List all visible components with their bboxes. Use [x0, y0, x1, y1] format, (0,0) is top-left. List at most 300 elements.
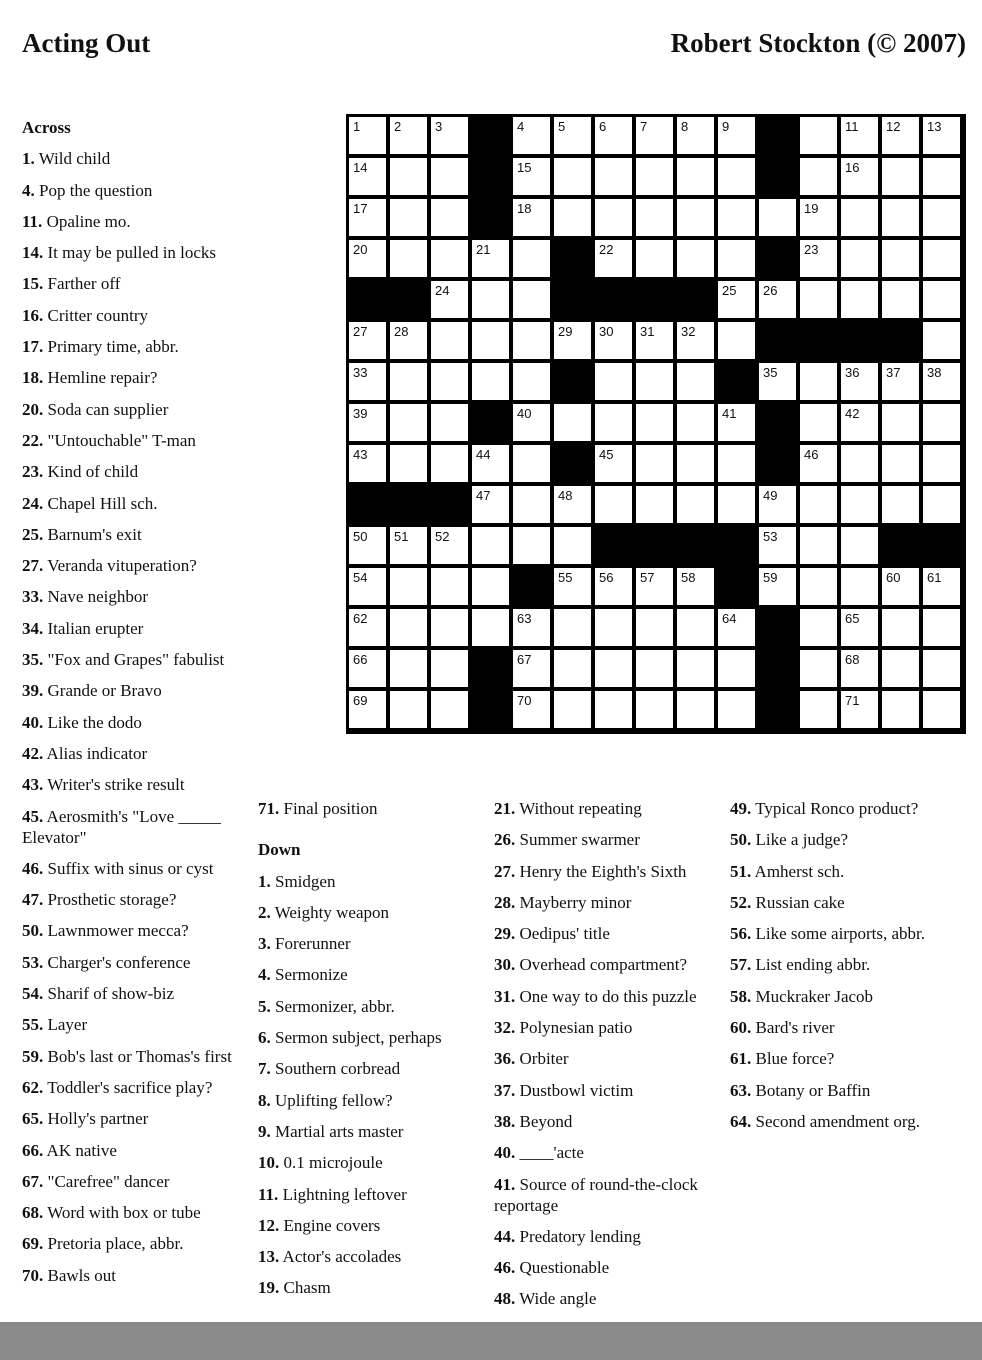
grid-cell[interactable]	[349, 445, 386, 482]
grid-cell[interactable]	[800, 445, 837, 482]
clue-text: Grande or Bravo	[43, 681, 162, 701]
grid-cell[interactable]	[595, 117, 632, 154]
clue-number: 68.	[22, 1203, 44, 1223]
grid-cell[interactable]	[882, 363, 919, 400]
clue-number: 56.	[730, 924, 752, 944]
across-clue	[22, 889, 242, 910]
grid-cell[interactable]	[349, 117, 386, 154]
grid-cell[interactable]	[677, 609, 714, 646]
clue-text: Primary time, abbr.	[43, 337, 179, 357]
clue-text: List ending abbr.	[751, 955, 871, 975]
grid-cell[interactable]	[349, 158, 386, 195]
grid-cell[interactable]	[390, 240, 427, 277]
grid-cell[interactable]	[882, 568, 919, 605]
grid-cell[interactable]	[513, 445, 550, 482]
grid-cell[interactable]	[636, 609, 673, 646]
clue-number: 59.	[22, 1046, 44, 1066]
grid-cell[interactable]	[431, 281, 468, 318]
grid-cell[interactable]	[513, 363, 550, 400]
clue-text: Writer's strike result	[43, 775, 185, 795]
grid-cell[interactable]	[636, 117, 673, 154]
grid-cell[interactable]	[595, 691, 632, 728]
grid-cell[interactable]	[390, 527, 427, 564]
grid-cell[interactable]	[595, 486, 632, 523]
black-square	[677, 281, 714, 318]
grid-cell[interactable]	[513, 240, 550, 277]
clue-text: Final position	[279, 799, 378, 818]
grid-cell[interactable]	[923, 240, 960, 277]
grid-cell[interactable]	[390, 363, 427, 400]
grid-cell[interactable]	[554, 527, 591, 564]
grid-cell[interactable]	[636, 445, 673, 482]
across-clue	[22, 211, 242, 232]
grid-cell[interactable]	[800, 158, 837, 195]
cell-number: 22	[599, 242, 614, 257]
across-clue	[22, 1014, 242, 1035]
grid-cell[interactable]	[554, 486, 591, 523]
grid-cell[interactable]	[431, 650, 468, 687]
grid-cell[interactable]	[759, 486, 796, 523]
black-square	[759, 650, 796, 687]
down-clue	[494, 798, 714, 819]
grid-cell[interactable]	[841, 691, 878, 728]
clue-number: 1.	[258, 871, 271, 891]
clue-number: 58.	[730, 986, 752, 1006]
clue-text: Mayberry minor	[515, 892, 632, 912]
cell-number: 16	[845, 160, 860, 175]
clue-number: 1.	[22, 149, 35, 169]
grid-cell[interactable]	[472, 445, 509, 482]
grid-cell[interactable]	[349, 240, 386, 277]
cell-number: 64	[722, 611, 737, 626]
clue-number: 67.	[22, 1171, 44, 1191]
grid-cell[interactable]	[554, 609, 591, 646]
grid-cell[interactable]	[718, 691, 755, 728]
grid-cell[interactable]	[595, 609, 632, 646]
grid-cell[interactable]	[923, 363, 960, 400]
grid-cell[interactable]	[431, 199, 468, 236]
cell-number: 24	[435, 283, 450, 298]
grid-cell[interactable]	[841, 240, 878, 277]
cell-number: 29	[558, 324, 573, 339]
grid-cell[interactable]	[841, 117, 878, 154]
grid-cell[interactable]	[349, 609, 386, 646]
clue-number: 62.	[22, 1077, 44, 1097]
grid-cell[interactable]	[595, 240, 632, 277]
grid-cell[interactable]	[718, 322, 755, 359]
grid-cell[interactable]	[841, 445, 878, 482]
grid-cell[interactable]	[718, 650, 755, 687]
grid-cell[interactable]	[636, 322, 673, 359]
grid-cell[interactable]	[595, 445, 632, 482]
grid-cell[interactable]	[800, 281, 837, 318]
grid-cell[interactable]	[595, 199, 632, 236]
grid-cell[interactable]	[349, 527, 386, 564]
grid-cell[interactable]	[513, 158, 550, 195]
grid-cell[interactable]	[677, 445, 714, 482]
grid-cell[interactable]	[390, 568, 427, 605]
grid-cell[interactable]	[431, 568, 468, 605]
grid-cell[interactable]	[677, 117, 714, 154]
clue-number: 70.	[22, 1265, 44, 1285]
grid-cell[interactable]	[595, 322, 632, 359]
clue-text: Charger's conference	[43, 952, 191, 972]
grid-cell[interactable]	[841, 158, 878, 195]
down-clue	[494, 892, 714, 913]
black-square	[759, 445, 796, 482]
grid-cell[interactable]	[882, 199, 919, 236]
grid-cell[interactable]	[595, 568, 632, 605]
grid-cell[interactable]	[431, 117, 468, 154]
grid-cell[interactable]	[513, 650, 550, 687]
clue-text: "Untouchable" T-man	[43, 430, 196, 450]
grid-cell[interactable]	[923, 117, 960, 154]
grid-cell[interactable]	[718, 240, 755, 277]
cell-number: 45	[599, 447, 614, 462]
down-clue	[730, 1017, 960, 1038]
across-clue	[22, 1202, 242, 1223]
grid-cell[interactable]	[431, 322, 468, 359]
clue-number: 71.	[258, 799, 280, 818]
clue-text: Lawnmower mecca?	[43, 921, 189, 941]
down-clue	[730, 829, 960, 850]
grid-cell[interactable]	[554, 158, 591, 195]
clue-text: Critter country	[43, 305, 149, 325]
grid-cell[interactable]	[554, 691, 591, 728]
grid-cell[interactable]	[923, 445, 960, 482]
grid-cell[interactable]	[800, 117, 837, 154]
clue-number: 46.	[22, 858, 44, 878]
grid-cell[interactable]	[677, 486, 714, 523]
clue-text: Questionable	[515, 1258, 610, 1278]
grid-cell[interactable]	[349, 404, 386, 441]
grid-cell[interactable]	[554, 404, 591, 441]
grid-cell[interactable]	[431, 527, 468, 564]
grid-cell[interactable]	[800, 486, 837, 523]
black-square	[390, 281, 427, 318]
grid-cell[interactable]	[923, 322, 960, 359]
grid-cell[interactable]	[800, 691, 837, 728]
grid-cell[interactable]	[472, 568, 509, 605]
clue-text: Summer swarmer	[515, 830, 640, 850]
cell-number: 2	[394, 119, 402, 134]
grid-cell[interactable]	[759, 527, 796, 564]
grid-cell[interactable]	[800, 609, 837, 646]
cell-number: 23	[804, 242, 819, 257]
grid-cell[interactable]	[636, 486, 673, 523]
grid-cell[interactable]	[349, 322, 386, 359]
cell-number: 19	[804, 201, 819, 216]
down-clue	[258, 1277, 478, 1298]
black-square	[472, 404, 509, 441]
grid-cell[interactable]	[677, 199, 714, 236]
grid-cell[interactable]	[513, 404, 550, 441]
grid-cell[interactable]	[472, 609, 509, 646]
grid-cell[interactable]	[841, 404, 878, 441]
grid-cell[interactable]	[677, 568, 714, 605]
down-clue	[730, 1080, 960, 1101]
grid-cell[interactable]	[923, 404, 960, 441]
across-clue	[22, 336, 242, 357]
grid-cell[interactable]	[349, 568, 386, 605]
grid-cell[interactable]	[636, 650, 673, 687]
grid-cell[interactable]	[636, 363, 673, 400]
clue-text: Orbiter	[515, 1049, 569, 1069]
clue-text: It may be pulled in locks	[43, 243, 217, 263]
across-clue	[22, 148, 242, 169]
grid-cell[interactable]	[800, 404, 837, 441]
clue-text: ____'acte	[515, 1143, 584, 1163]
down-clue	[258, 1090, 478, 1111]
grid-cell[interactable]	[349, 650, 386, 687]
clue-number: 39.	[22, 681, 44, 701]
clue-number: 63.	[730, 1080, 752, 1100]
grid-cell[interactable]	[472, 240, 509, 277]
grid-cell[interactable]	[800, 363, 837, 400]
down-clue	[730, 861, 960, 882]
clue-text: Like some airports, abbr.	[751, 924, 925, 944]
grid-cell[interactable]	[554, 650, 591, 687]
clue-text: Sharif of show-biz	[43, 984, 175, 1004]
cell-number: 15	[517, 160, 532, 175]
grid-cell[interactable]	[759, 199, 796, 236]
grid-cell[interactable]	[431, 363, 468, 400]
grid-cell[interactable]	[595, 158, 632, 195]
grid-cell[interactable]	[513, 322, 550, 359]
clue-text: Like the dodo	[43, 712, 142, 732]
cell-number: 38	[927, 365, 942, 380]
cell-number: 7	[640, 119, 648, 134]
across-heading: Across	[22, 118, 71, 137]
down-clue	[494, 923, 714, 944]
grid-cell[interactable]	[513, 527, 550, 564]
grid-cell[interactable]	[718, 281, 755, 318]
grid-cell[interactable]	[472, 527, 509, 564]
across-clue	[22, 242, 242, 263]
grid-cell[interactable]	[677, 650, 714, 687]
grid-cell[interactable]	[513, 281, 550, 318]
grid-cell[interactable]	[431, 240, 468, 277]
clue-text: Polynesian patio	[515, 1018, 633, 1038]
clue-text: AK native	[43, 1140, 117, 1160]
grid-cell[interactable]	[595, 363, 632, 400]
clue-number: 24.	[22, 493, 44, 513]
grid-cell[interactable]	[841, 199, 878, 236]
grid-cell[interactable]	[923, 609, 960, 646]
grid-cell[interactable]	[923, 281, 960, 318]
grid-cell[interactable]	[677, 322, 714, 359]
grid-cell[interactable]	[595, 404, 632, 441]
clue-text: Source of round-the-clock reportage	[494, 1174, 698, 1215]
cell-number: 11	[845, 119, 859, 134]
grid-cell[interactable]	[554, 199, 591, 236]
grid-cell[interactable]	[882, 609, 919, 646]
cell-number: 43	[353, 447, 368, 462]
grid-cell[interactable]	[390, 609, 427, 646]
clue-text: Uplifting fellow?	[270, 1090, 393, 1110]
grid-cell[interactable]	[718, 117, 755, 154]
clue-number: 45.	[22, 806, 44, 826]
grid-cell[interactable]	[636, 568, 673, 605]
grid-cell[interactable]	[923, 199, 960, 236]
black-square	[759, 240, 796, 277]
grid-cell[interactable]	[390, 445, 427, 482]
grid-cell[interactable]	[390, 117, 427, 154]
black-square	[513, 568, 550, 605]
clue-text: Word with box or tube	[43, 1203, 201, 1223]
clue-number: 21.	[494, 799, 516, 818]
grid-cell[interactable]	[349, 691, 386, 728]
grid-cell[interactable]	[472, 486, 509, 523]
cell-number: 17	[353, 201, 368, 216]
cell-number: 57	[640, 570, 655, 585]
grid-cell[interactable]	[513, 486, 550, 523]
grid-cell[interactable]	[841, 568, 878, 605]
clue-number: 51.	[730, 861, 752, 881]
grid-cell[interactable]	[923, 486, 960, 523]
grid-cell[interactable]	[882, 404, 919, 441]
grid-cell[interactable]	[800, 527, 837, 564]
down-clue	[258, 1058, 478, 1079]
clue-column-2	[258, 798, 478, 1309]
grid-cell[interactable]	[636, 691, 673, 728]
grid-cell[interactable]	[431, 609, 468, 646]
grid-cell[interactable]	[677, 158, 714, 195]
across-clue	[22, 586, 242, 607]
clue-text: Sermonize	[270, 965, 348, 985]
grid-cell[interactable]	[636, 240, 673, 277]
grid-cell[interactable]	[554, 322, 591, 359]
grid-cell[interactable]	[882, 486, 919, 523]
grid-cell[interactable]	[472, 281, 509, 318]
grid-cell[interactable]	[636, 404, 673, 441]
grid-cell[interactable]	[390, 650, 427, 687]
cell-number: 48	[558, 488, 573, 503]
clue-number: 29.	[494, 924, 516, 944]
grid-cell[interactable]	[718, 486, 755, 523]
grid-cell[interactable]	[431, 445, 468, 482]
grid-cell[interactable]	[882, 281, 919, 318]
black-square	[718, 363, 755, 400]
black-square	[595, 527, 632, 564]
down-clue	[730, 986, 960, 1007]
grid-cell[interactable]	[390, 322, 427, 359]
cell-number: 66	[353, 652, 368, 667]
grid-cell[interactable]	[472, 322, 509, 359]
grid-cell[interactable]	[390, 404, 427, 441]
across-clue	[22, 806, 242, 848]
grid-cell[interactable]	[759, 281, 796, 318]
clue-text: Pop the question	[34, 180, 153, 200]
grid-cell[interactable]	[513, 691, 550, 728]
clue-text: Layer	[43, 1015, 88, 1035]
grid-cell[interactable]	[800, 650, 837, 687]
clue-number: 20.	[22, 399, 44, 419]
grid-cell[interactable]	[513, 609, 550, 646]
grid-cell[interactable]	[431, 691, 468, 728]
grid-cell[interactable]	[431, 404, 468, 441]
across-clue	[22, 430, 242, 451]
across-clue	[22, 305, 242, 326]
grid-cell[interactable]	[800, 568, 837, 605]
grid-cell[interactable]	[595, 650, 632, 687]
clue-text: Veranda vituperation?	[43, 556, 197, 576]
grid-cell[interactable]	[882, 158, 919, 195]
grid-cell[interactable]	[841, 486, 878, 523]
grid-cell[interactable]	[390, 691, 427, 728]
grid-cell[interactable]	[554, 568, 591, 605]
grid-cell[interactable]	[882, 117, 919, 154]
clue-text: Alias indicator	[43, 743, 148, 763]
across-clue	[22, 1171, 242, 1192]
black-square	[472, 199, 509, 236]
cell-number: 30	[599, 324, 614, 339]
grid-cell[interactable]	[513, 199, 550, 236]
clue-text: Aerosmith's "Love _____ Elevator"	[22, 806, 221, 847]
clue-text: Blue force?	[751, 1049, 835, 1069]
grid-cell[interactable]	[841, 650, 878, 687]
grid-cell[interactable]	[677, 363, 714, 400]
grid-cell[interactable]	[636, 199, 673, 236]
grid-cell[interactable]	[718, 199, 755, 236]
grid-cell[interactable]	[718, 404, 755, 441]
grid-cell[interactable]	[472, 363, 509, 400]
clue-text: Toddler's sacrifice play?	[43, 1077, 213, 1097]
grid-cell[interactable]	[718, 158, 755, 195]
grid-cell[interactable]	[882, 445, 919, 482]
grid-cell[interactable]	[882, 691, 919, 728]
grid-cell[interactable]	[349, 363, 386, 400]
grid-cell[interactable]	[923, 691, 960, 728]
grid-cell[interactable]	[554, 117, 591, 154]
grid-cell[interactable]	[636, 158, 673, 195]
cell-number: 46	[804, 447, 819, 462]
clue-text: Weighty weapon	[270, 902, 389, 922]
grid-cell[interactable]	[513, 117, 550, 154]
grid-cell[interactable]	[390, 199, 427, 236]
grid-cell[interactable]	[349, 199, 386, 236]
grid-cell[interactable]	[718, 609, 755, 646]
grid-cell[interactable]	[677, 404, 714, 441]
grid-cell[interactable]	[841, 363, 878, 400]
grid-cell[interactable]	[677, 691, 714, 728]
grid-cell[interactable]	[800, 240, 837, 277]
grid-cell[interactable]	[923, 650, 960, 687]
cell-number: 41	[722, 406, 737, 421]
clue-number: 52.	[730, 892, 752, 912]
clue-text: Overhead compartment?	[515, 955, 688, 975]
grid-cell[interactable]	[390, 158, 427, 195]
grid-cell[interactable]	[923, 158, 960, 195]
grid-cell[interactable]	[841, 281, 878, 318]
grid-cell[interactable]	[677, 240, 714, 277]
grid-cell[interactable]	[923, 568, 960, 605]
clue-text: Soda can supplier	[43, 399, 169, 419]
grid-cell[interactable]	[841, 527, 878, 564]
clue-number: 12.	[258, 1215, 280, 1235]
grid-cell[interactable]	[759, 568, 796, 605]
grid-cell[interactable]	[841, 609, 878, 646]
grid-cell[interactable]	[800, 199, 837, 236]
cell-number: 60	[886, 570, 901, 585]
grid-cell[interactable]	[882, 650, 919, 687]
grid-cell[interactable]	[759, 363, 796, 400]
grid-cell[interactable]	[718, 445, 755, 482]
clue-number: 50.	[730, 830, 752, 850]
black-square	[759, 404, 796, 441]
grid-cell[interactable]	[431, 158, 468, 195]
grid-cell[interactable]	[882, 240, 919, 277]
